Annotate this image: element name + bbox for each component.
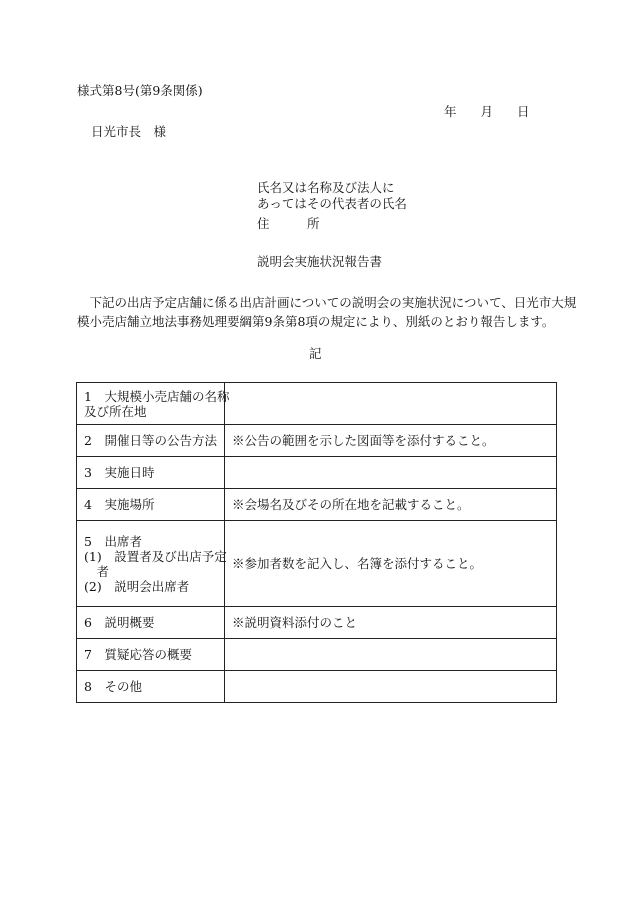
date-month-label: 月 [480,104,494,119]
table-row [77,457,557,489]
note-cell [225,639,557,671]
item-cell [77,383,230,425]
item-cell [77,457,225,489]
body-paragraph [77,293,577,331]
applicant-name-line1: 氏名又は名称及び法人に [257,180,395,195]
applicant-name-line2: あってはその代表者の氏名 [257,196,407,211]
item-line: 1 大規模小売店舗の名称 [84,388,230,404]
table-row [77,489,557,521]
table-row [77,383,557,425]
note-cell: ※参加者数を記入し、名簿を添付すること。 [225,521,557,607]
item-cell [77,671,225,703]
item-cell [77,489,225,521]
table-row [77,607,557,639]
applicant-address-label: 住 所 [257,216,320,231]
form-number: 様式第8号(第9条関係) [77,83,203,98]
item-line: (2) 説明会出席者 [84,578,190,594]
date-line [444,104,530,119]
document-title: 説明会実施状況報告書 [257,254,383,269]
date-day-label: 日 [517,104,530,119]
note-cell: ※説明資料添付のこと [225,607,557,639]
item-line: 3 実施日時 [84,465,155,480]
table-row [77,671,557,703]
item-line: 6 説明概要 [84,615,155,630]
body-line-2: 模小売店舗立地法事務処理要綱第9条第8項の規定により、別紙のとおり報告します。 [77,314,555,329]
item-line: 5 出席者 [84,533,142,549]
item-line: 7 質疑応答の概要 [84,647,192,662]
item-cell [77,639,225,671]
body-line-1: 下記の出店予定店舗に係る出店計画についての説明会の実施状況について、日光市大規 [77,295,577,310]
table-row [77,425,557,457]
table-row [77,639,557,671]
item-line: (1) 設置者及び出店予定 [84,548,227,564]
applicant-block [257,180,407,232]
item-line: 2 開催日等の公告方法 [84,433,217,448]
item-cell [77,521,225,607]
item-cell [77,607,225,639]
ki-heading: 記 [309,346,322,361]
report-table [76,382,557,703]
table-row [77,521,557,607]
addressee: 日光市長 様 [91,124,167,139]
item-cell [77,425,225,457]
item-line: 者 [84,563,110,579]
note-cell [225,457,557,489]
note-cell: ※公告の範囲を示した図面等を添付すること。 [225,425,557,457]
note-cell [225,383,557,425]
item-line: 及び所在地 [84,403,147,419]
item-line: 4 実施場所 [84,497,155,512]
note-cell [225,671,557,703]
date-year-label: 年 [444,104,457,119]
item-line: 8 その他 [84,679,142,694]
note-cell: ※会場名及びその所在地を記載すること。 [225,489,557,521]
